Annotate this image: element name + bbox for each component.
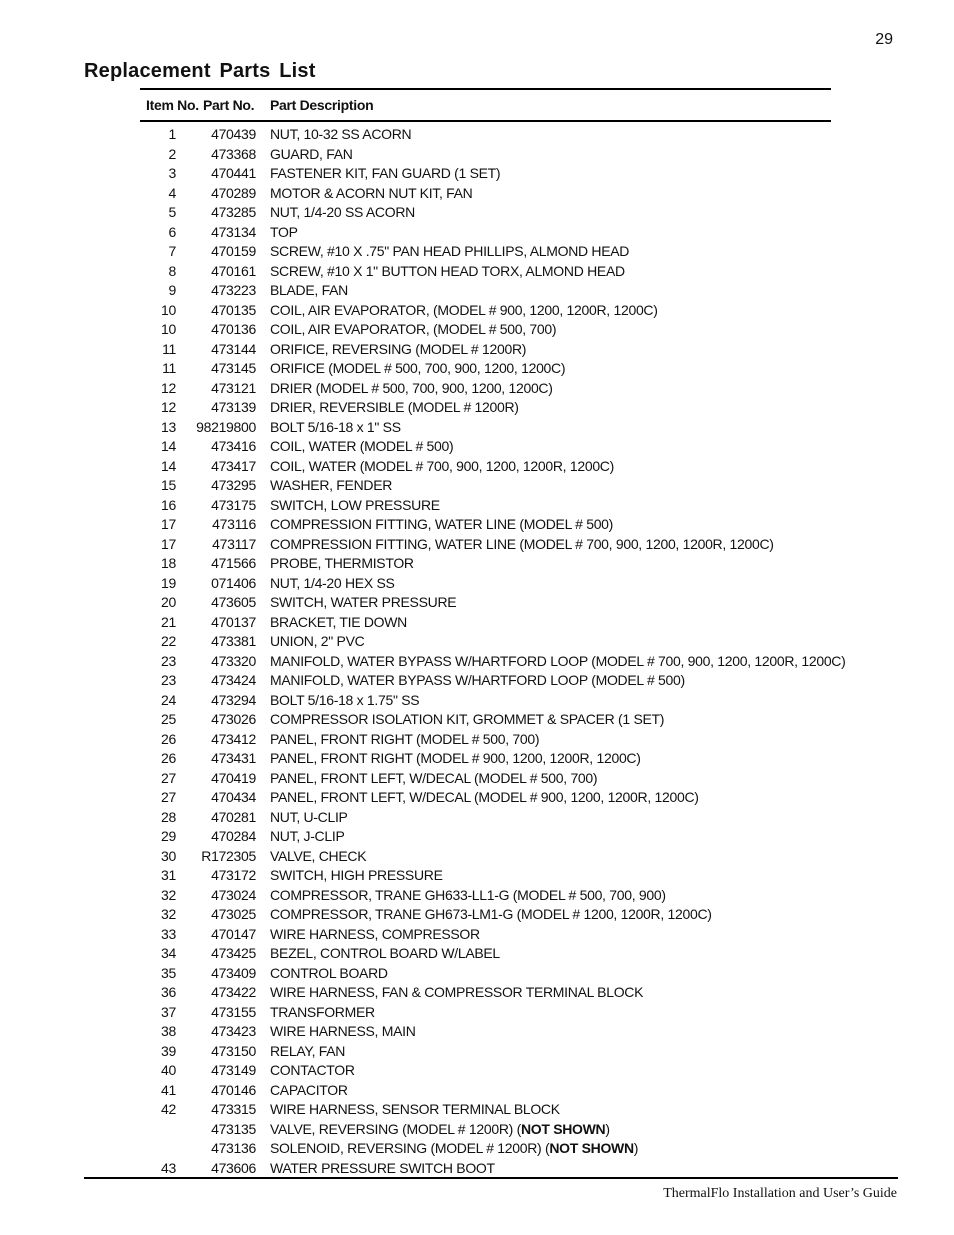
item-number: 6 <box>168 223 176 240</box>
description-text: WATER PRESSURE SWITCH BOOT <box>270 1159 495 1176</box>
description-text: CONTROL BOARD <box>270 964 388 981</box>
part-description <box>270 380 553 396</box>
table-row <box>0 1062 954 1081</box>
part-description <box>270 770 597 786</box>
item-number: 32 <box>161 886 176 903</box>
table-row <box>0 282 954 301</box>
table-row <box>0 419 954 438</box>
table-row <box>0 438 954 457</box>
table-row <box>0 1004 954 1023</box>
part-number: 473409 <box>211 964 256 981</box>
part-number: 473024 <box>211 886 256 903</box>
item-number: 12 <box>161 399 176 415</box>
description-text: NUT, 1/4-20 HEX SS <box>270 574 395 591</box>
table-row <box>0 458 954 477</box>
part-number: 473315 <box>211 1101 256 1117</box>
item-number: 33 <box>161 925 176 942</box>
part-description <box>270 516 613 532</box>
item-number: 21 <box>161 613 176 630</box>
part-number: 473381 <box>211 633 256 649</box>
description-text: SOLENOID, REVERSING (MODEL # 1200R) ( <box>270 1140 550 1156</box>
description-text: BEZEL, CONTROL BOARD W/LABEL <box>270 945 500 961</box>
table-row <box>0 399 954 418</box>
part-description <box>270 341 526 357</box>
description-text: COIL, AIR EVAPORATOR, (MODEL # 500, 700) <box>270 321 557 337</box>
description-text: WASHER, FENDER <box>270 477 393 493</box>
part-number: 470434 <box>211 789 256 805</box>
header-part-no: Part No. <box>203 97 255 113</box>
table-row <box>0 165 954 184</box>
description-text: COMPRESSION FITTING, WATER LINE (MODEL # 700, 900, 1200, 1200R, 1200C) <box>270 535 774 552</box>
table-row <box>0 731 954 750</box>
item-number: 40 <box>161 1062 176 1078</box>
description-text: MANIFOLD, WATER BYPASS W/HARTFORD LOOP (MODEL # 500) <box>270 672 685 688</box>
table-row <box>0 321 954 340</box>
description-text: COMPRESSOR, TRANE GH633-LL1-G (MODEL # 500, 700, 900) <box>270 886 666 903</box>
item-number: 30 <box>161 847 176 864</box>
description-suffix: ) <box>633 1140 639 1156</box>
part-description <box>270 497 440 513</box>
item-number: 18 <box>161 555 176 571</box>
part-number: 473431 <box>211 750 256 766</box>
part-description <box>270 126 411 142</box>
part-description <box>270 945 500 961</box>
part-description <box>270 731 539 747</box>
item-number: 22 <box>161 633 176 649</box>
description-text: WIRE HARNESS, FAN & COMPRESSOR TERMINAL BLOCK <box>270 984 644 1000</box>
table-row <box>0 1160 954 1179</box>
table-row <box>0 906 954 925</box>
item-number: 10 <box>161 321 176 337</box>
item-number: 1 <box>168 126 176 142</box>
description-text: RELAY, FAN <box>270 1042 346 1059</box>
part-description <box>270 828 345 844</box>
part-description <box>270 614 407 630</box>
part-number: 473175 <box>211 496 256 513</box>
part-number: 473422 <box>211 984 256 1000</box>
table-row <box>0 146 954 165</box>
item-number: 20 <box>161 594 176 610</box>
item-number: 14 <box>161 438 176 454</box>
item-number: 19 <box>161 574 176 591</box>
part-number: 470284 <box>211 828 256 844</box>
item-number: 23 <box>161 652 176 669</box>
part-number: 473295 <box>211 477 256 493</box>
description-text: ORIFICE (MODEL # 500, 700, 900, 1200, 1200C) <box>270 360 566 376</box>
item-number: 36 <box>161 984 176 1000</box>
part-description <box>270 1043 345 1059</box>
description-text: PANEL, FRONT RIGHT (MODEL # 900, 1200, 1200R, 1200C) <box>270 750 641 766</box>
description-text: DRIER (MODEL # 500, 700, 900, 1200, 1200C) <box>270 379 553 396</box>
part-description <box>270 263 625 279</box>
item-number: 11 <box>162 360 176 376</box>
description-text: CAPACITOR <box>270 1081 348 1098</box>
description-text: DRIER, REVERSIBLE (MODEL # 1200R) <box>270 399 519 415</box>
item-number: 28 <box>161 808 176 825</box>
part-description <box>270 555 414 571</box>
description-text: COMPRESSION FITTING, WATER LINE (MODEL # 500) <box>270 516 614 532</box>
part-number: 470135 <box>211 301 256 318</box>
table-row <box>0 497 954 516</box>
part-description <box>270 1023 416 1039</box>
item-number: 39 <box>161 1042 176 1059</box>
description-text: BRACKET, TIE DOWN <box>270 613 407 630</box>
header-part-description: Part Description <box>270 97 374 113</box>
description-text: COIL, WATER (MODEL # 700, 900, 1200, 1200R, 1200C) <box>270 457 614 474</box>
part-description <box>270 1062 355 1078</box>
part-description <box>270 185 473 201</box>
footer-rule <box>84 1177 898 1179</box>
part-number: 473136 <box>211 1140 256 1156</box>
table-row <box>0 692 954 711</box>
part-description <box>270 1101 560 1117</box>
part-description <box>270 419 401 435</box>
table-row <box>0 848 954 867</box>
description-text: BOLT 5/16-18 x 1" SS <box>270 418 401 435</box>
part-number: 473134 <box>211 223 256 240</box>
part-description <box>270 848 366 864</box>
part-description <box>270 243 629 259</box>
table-row <box>0 1082 954 1101</box>
part-number: 473149 <box>211 1062 256 1078</box>
part-number: 473423 <box>211 1023 256 1039</box>
description-text: PANEL, FRONT LEFT, W/DECAL (MODEL # 900, 1200, 1200R, 1200C) <box>270 789 699 805</box>
table-row <box>0 185 954 204</box>
item-number: 13 <box>161 418 176 435</box>
item-number: 9 <box>168 282 176 298</box>
table-row <box>0 1043 954 1062</box>
part-number: 473320 <box>211 652 256 669</box>
part-description <box>270 282 348 298</box>
part-number: 471566 <box>211 555 256 571</box>
table-row <box>0 1023 954 1042</box>
part-number: 470439 <box>211 126 256 142</box>
table-row <box>0 867 954 886</box>
table-row <box>0 633 954 652</box>
description-text: TOP <box>270 223 298 240</box>
part-description <box>270 653 845 669</box>
part-number: 470147 <box>211 925 256 942</box>
part-number: 470281 <box>211 808 256 825</box>
part-number: 473294 <box>211 691 256 708</box>
item-number: 5 <box>168 204 176 220</box>
table-header-rule <box>140 120 831 122</box>
part-description <box>270 165 500 181</box>
part-number: 470136 <box>211 321 256 337</box>
page-number: 29 <box>875 31 893 48</box>
part-number: 473145 <box>211 360 256 376</box>
part-number: 473116 <box>212 516 256 532</box>
part-description <box>270 458 614 474</box>
part-description <box>270 438 453 454</box>
part-number: 473368 <box>211 145 256 162</box>
part-description <box>270 926 480 942</box>
part-description <box>270 1160 495 1176</box>
table-row <box>0 126 954 145</box>
part-number: 473223 <box>211 282 256 298</box>
table-row <box>0 770 954 789</box>
part-description <box>270 321 556 337</box>
table-row <box>0 653 954 672</box>
description-text: NUT, 1/4-20 SS ACORN <box>270 204 415 220</box>
table-row <box>0 711 954 730</box>
part-description <box>270 692 419 708</box>
table-row <box>0 926 954 945</box>
part-description <box>270 536 774 552</box>
part-description <box>270 399 519 415</box>
description-suffix: ) <box>605 1120 610 1137</box>
part-description <box>270 302 658 318</box>
table-row <box>0 263 954 282</box>
table-row <box>0 965 954 984</box>
description-text: VALVE, REVERSING (MODEL # 1200R) ( <box>270 1120 521 1137</box>
item-number: 4 <box>168 184 176 201</box>
item-number: 26 <box>161 730 176 747</box>
part-number: 473155 <box>211 1003 256 1020</box>
part-number: 473026 <box>211 711 256 727</box>
table-row <box>0 477 954 496</box>
table-row <box>0 750 954 769</box>
item-number: 15 <box>161 477 176 493</box>
description-text: BOLT 5/16-18 x 1.75" SS <box>270 691 420 708</box>
part-description <box>270 575 395 591</box>
description-text: MANIFOLD, WATER BYPASS W/HARTFORD LOOP (MODEL # 700, 900, 1200, 1200R, 1200C) <box>270 652 846 669</box>
part-number: 473139 <box>211 399 256 415</box>
table-row <box>0 984 954 1003</box>
description-text: COIL, AIR EVAPORATOR, (MODEL # 900, 1200, 1200R, 1200C) <box>270 301 658 318</box>
description-text: PANEL, FRONT RIGHT (MODEL # 500, 700) <box>270 730 540 747</box>
part-number: 470419 <box>211 769 256 786</box>
description-text: CONTACTOR <box>270 1062 355 1078</box>
table-row <box>0 594 954 613</box>
part-description <box>270 750 641 766</box>
item-number: 10 <box>161 301 176 318</box>
table-row <box>0 789 954 808</box>
part-number: 470146 <box>211 1081 256 1098</box>
part-description <box>270 594 456 610</box>
item-number: 11 <box>162 340 176 357</box>
part-number: 473416 <box>211 438 256 454</box>
description-text: SCREW, #10 X .75" PAN HEAD PHILLIPS, ALMOND HEAD <box>270 243 630 259</box>
part-description <box>270 1082 348 1098</box>
description-text: FASTENER KIT, FAN GUARD (1 SET) <box>270 165 501 181</box>
part-number: 473025 <box>211 906 256 922</box>
table-row <box>0 828 954 847</box>
footer-text: ThermalFlo Installation and User’s Guide <box>663 1186 897 1201</box>
part-description <box>270 477 392 493</box>
part-description <box>270 809 348 825</box>
part-number: 98219800 <box>196 418 256 435</box>
item-number: 31 <box>161 867 176 883</box>
item-number: 41 <box>161 1081 176 1098</box>
item-number: 25 <box>161 711 176 727</box>
table-row <box>0 516 954 535</box>
table-row <box>0 887 954 906</box>
description-text: SWITCH, HIGH PRESSURE <box>270 867 443 883</box>
item-number: 27 <box>161 769 176 786</box>
item-number: 7 <box>168 243 176 259</box>
item-number: 29 <box>161 828 176 844</box>
item-number: 16 <box>161 496 176 513</box>
part-number: 473117 <box>212 535 256 552</box>
description-text: WIRE HARNESS, MAIN <box>270 1023 416 1039</box>
description-text: PROBE, THERMISTOR <box>270 555 414 571</box>
description-text: VALVE, CHECK <box>270 847 367 864</box>
table-row <box>0 243 954 262</box>
item-number: 17 <box>161 535 176 552</box>
item-number: 35 <box>161 964 176 981</box>
description-text: PANEL, FRONT LEFT, W/DECAL (MODEL # 500, 700) <box>270 769 598 786</box>
part-number: 473135 <box>211 1120 256 1137</box>
table-row <box>0 672 954 691</box>
not-shown-note: NOT SHOWN <box>520 1120 606 1137</box>
part-number: 473425 <box>211 945 256 961</box>
description-text: UNION, 2" PVC <box>270 633 365 649</box>
description-text: WIRE HARNESS, SENSOR TERMINAL BLOCK <box>270 1101 560 1117</box>
item-number: 14 <box>161 457 176 474</box>
table-row <box>0 302 954 321</box>
part-description <box>270 1004 375 1020</box>
header-item-no: Item No. <box>146 97 199 113</box>
item-number: 43 <box>161 1159 176 1176</box>
part-description <box>270 965 388 981</box>
part-description <box>270 789 699 805</box>
part-number: 470137 <box>211 613 256 630</box>
part-number: 470441 <box>211 165 256 181</box>
table-row <box>0 575 954 594</box>
item-number: 42 <box>161 1101 176 1117</box>
part-number: 473144 <box>211 340 256 357</box>
table-row <box>0 224 954 243</box>
table-row <box>0 360 954 379</box>
part-description <box>270 204 415 220</box>
item-number: 32 <box>161 906 176 922</box>
description-text: NUT, U-CLIP <box>270 808 348 825</box>
item-number: 27 <box>161 789 176 805</box>
part-description <box>270 360 565 376</box>
item-number: 26 <box>161 750 176 766</box>
part-number: 473172 <box>211 867 256 883</box>
part-description <box>270 906 712 922</box>
part-number: 473605 <box>211 594 256 610</box>
table-row <box>0 1140 954 1159</box>
table-top-rule <box>140 88 831 90</box>
description-text: COMPRESSOR, TRANE GH673-LM1-G (MODEL # 1200, 1200R, 1200C) <box>270 906 712 922</box>
item-number: 2 <box>168 145 176 162</box>
table-row <box>0 1121 954 1140</box>
item-number: 8 <box>168 262 176 279</box>
part-description <box>270 984 643 1000</box>
part-number: 473121 <box>211 379 256 396</box>
description-text: SWITCH, WATER PRESSURE <box>270 594 457 610</box>
part-number: 470289 <box>211 184 256 201</box>
description-text: COIL, WATER (MODEL # 500) <box>270 438 454 454</box>
item-number: 38 <box>161 1023 176 1039</box>
table-row <box>0 945 954 964</box>
part-description <box>270 867 443 883</box>
part-description <box>270 146 353 162</box>
table-row <box>0 555 954 574</box>
part-description <box>270 633 364 649</box>
description-text: GUARD, FAN <box>270 145 353 162</box>
description-text: TRANSFORMER <box>270 1003 375 1020</box>
description-text: NUT, J-CLIP <box>270 828 345 844</box>
description-text: MOTOR & ACORN NUT KIT, FAN <box>270 184 473 201</box>
description-text: SWITCH, LOW PRESSURE <box>270 496 440 513</box>
part-description <box>270 1121 610 1137</box>
description-text: WIRE HARNESS, COMPRESSOR <box>270 925 480 942</box>
item-number: 23 <box>161 672 176 688</box>
part-number: 473150 <box>211 1042 256 1059</box>
table-row <box>0 614 954 633</box>
description-text: COMPRESSOR ISOLATION KIT, GROMMET & SPACER (1 SET) <box>270 711 665 727</box>
part-number: 473606 <box>211 1159 256 1176</box>
part-number: 473417 <box>211 457 256 474</box>
part-number: 473285 <box>211 204 256 220</box>
table-row <box>0 809 954 828</box>
part-description <box>270 887 666 903</box>
part-number: 470159 <box>211 243 256 259</box>
item-number: 37 <box>161 1003 176 1020</box>
table-row <box>0 204 954 223</box>
part-number: 470161 <box>211 262 256 279</box>
part-number: 473412 <box>211 730 256 747</box>
description-text: SCREW, #10 X 1" BUTTON HEAD TORX, ALMOND HEAD <box>270 262 625 279</box>
part-description <box>270 672 685 688</box>
part-number: 473424 <box>211 672 256 688</box>
item-number: 3 <box>168 165 176 181</box>
item-number: 17 <box>161 516 176 532</box>
description-text: BLADE, FAN <box>270 282 348 298</box>
table-row <box>0 341 954 360</box>
not-shown-note: NOT SHOWN <box>549 1140 634 1156</box>
table-row <box>0 1101 954 1120</box>
item-number: 34 <box>161 945 176 961</box>
item-number: 24 <box>161 691 176 708</box>
item-number: 12 <box>161 379 176 396</box>
part-description <box>270 224 298 240</box>
table-row <box>0 380 954 399</box>
part-number: R172305 <box>201 847 256 864</box>
description-text: ORIFICE, REVERSING (MODEL # 1200R) <box>270 340 527 357</box>
description-text: NUT, 10-32 SS ACORN <box>270 126 412 142</box>
part-number: 071406 <box>211 574 256 591</box>
part-description <box>270 1140 638 1156</box>
part-description <box>270 711 664 727</box>
page-title: Replacement Parts List <box>84 60 316 82</box>
table-row <box>0 536 954 555</box>
